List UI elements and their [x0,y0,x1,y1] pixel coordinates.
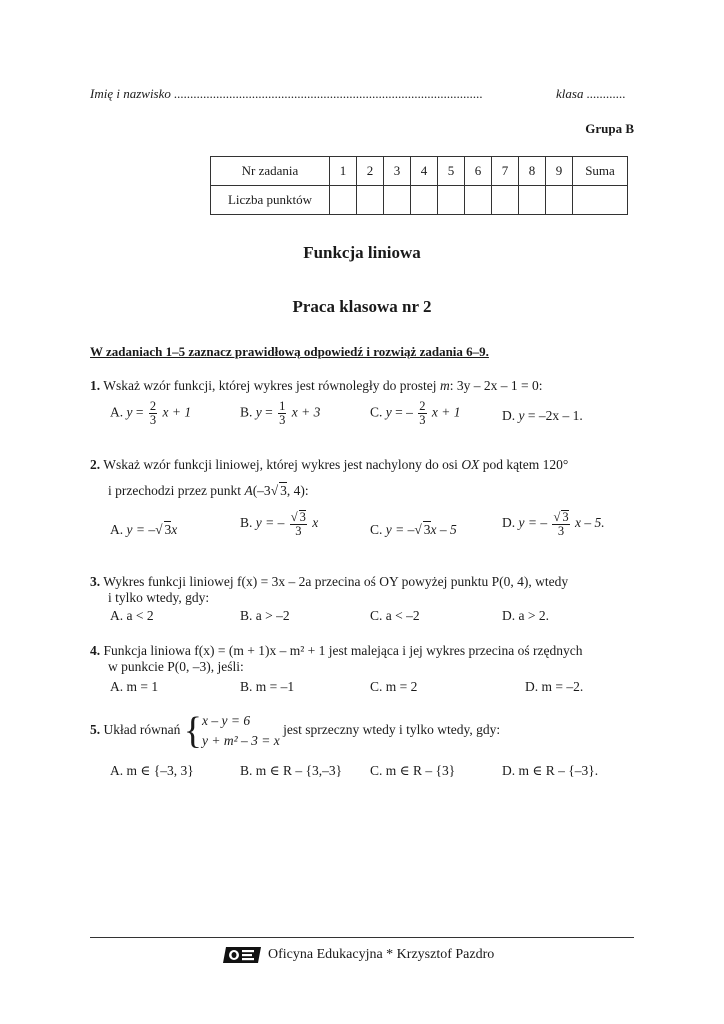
page-title: Funkcja liniowa [303,243,421,262]
fraction [290,510,307,538]
page-subtitle: Praca klasowa nr 2 [292,297,432,316]
class-dots: ............ [586,86,626,101]
answer-prefix: B. [240,515,253,531]
answer-5a[interactable]: A. m ∈ {–3, 3} [110,763,194,778]
fraction [149,400,157,427]
equation-system [184,711,280,751]
question-equation: 3y – 2x – 1 = 0: [456,378,543,393]
points-cell[interactable] [492,186,519,215]
answer-rest: x [171,522,178,537]
task-number-cell: 8 [519,157,546,186]
answer-prefix: A. [110,404,124,420]
name-dots: ............................................................................................... [174,86,483,101]
group-label: Grupa B [585,121,634,136]
question-text-cont: pod kątem 120° [482,457,569,472]
fraction-numerator [552,510,569,525]
question-number: 4. [90,643,101,658]
question-number: 1. [90,378,101,393]
question-2 [90,457,638,473]
answer-text: y = – [385,522,415,537]
sqrt-radicand: 3 [280,483,287,498]
sum-points-cell[interactable] [573,186,628,215]
answer-var: y [126,404,133,420]
answer-2a[interactable] [110,521,177,538]
answer-rest: x + 1 [162,404,192,420]
answer-eq: = [265,404,273,420]
points-label-cell: Liczba punktów [211,186,330,215]
sqrt-icon: √ [414,522,422,537]
brace-icon: { [183,710,202,752]
answer-3a[interactable]: A. a < 2 [110,608,154,623]
task-number-cell: 7 [492,157,519,186]
fraction [278,400,286,427]
answer-prefix: D. [502,515,516,531]
answer-2d[interactable] [502,510,605,538]
answer-4b[interactable]: B. m = –1 [240,679,295,694]
class-field [556,86,626,102]
question-text: i przechodzi przez punkt [108,483,242,498]
answer-prefix: C. [370,404,383,420]
question-text-cont: jest sprzeczny wtedy i tylko wtedy, gdy: [283,722,501,738]
answer-text: y = – [126,522,156,537]
answer-1c[interactable] [370,400,461,427]
fraction-denominator: 3 [419,413,426,427]
task-number-cell: 6 [465,157,492,186]
sqrt-radicand: 3 [423,522,431,537]
instruction: W zadaniach 1–5 zaznacz prawidłową odpowiedź i rozwiąż zadania 6–9. [90,344,489,359]
fraction [418,400,426,427]
answer-prefix: A. [110,522,124,537]
question-number: 3. [90,574,101,589]
points-cell[interactable] [411,186,438,215]
question-text: Wykres funkcji liniowej f(x) = 3x – 2a przecina oś OY powyżej punktu P(0, 4), wtedy [103,574,569,589]
footer-divider [90,937,634,938]
points-cell[interactable] [438,186,465,215]
sqrt-radicand: 3 [299,510,306,524]
answer-4a[interactable]: A. m = 1 [110,679,159,694]
score-table-header-row [211,157,628,186]
fraction-numerator: 2 [149,399,157,413]
answer-5c[interactable]: C. m ∈ R – {3} [370,763,456,778]
equation-2: y + m² – 3 = x [201,733,280,748]
score-table-points-row [211,186,628,215]
points-cell[interactable] [546,186,573,215]
question-3-line2: i tylko wtedy, gdy: [108,590,210,605]
answer-rest: x – 5. [574,515,605,531]
question-number: 5. [90,722,101,738]
point-close: , 4): [286,483,309,498]
points-cell[interactable] [465,186,492,215]
fraction-denominator: 3 [295,524,302,538]
answer-text: y = – [255,515,285,531]
question-4-line2: w punkcie P(0, –3), jeśli: [108,659,244,674]
question-var: m [439,378,450,393]
question-3 [90,574,638,590]
answer-rest: x + 1 [431,404,461,420]
task-number-cell: 2 [357,157,384,186]
task-number-cell: 9 [546,157,573,186]
points-cell[interactable] [357,186,384,215]
sum-label-cell: Suma [573,157,628,186]
sqrt-icon: √ [270,483,279,498]
fraction-numerator: 1 [279,399,286,413]
answer-var: y [255,404,262,420]
answer-rest: = –2x – 1. [527,408,583,423]
score-table [210,156,628,215]
sqrt-radicand: 3 [164,522,172,537]
sqrt-icon: √ [290,510,298,524]
sqrt-icon: √ [155,522,163,537]
sqrt-radicand: 3 [562,510,569,524]
answer-1a[interactable] [110,400,191,427]
points-cell[interactable] [519,186,546,215]
answer-prefix: C. [370,522,383,537]
points-cell[interactable] [330,186,357,215]
name-field [90,86,483,102]
answer-eq: = – [395,404,413,420]
answer-2c[interactable] [370,521,457,538]
fraction-numerator: 2 [419,399,426,413]
answer-prefix: D. [502,408,516,423]
question-point: A [244,483,253,498]
task-number-cell: 5 [438,157,465,186]
points-cell[interactable] [384,186,411,215]
question-text: Funkcja liniowa f(x) = (m + 1)x – m² + 1 jest malejąca i jej wykres przecina oś rzędnych [103,643,583,658]
answer-3b[interactable]: B. a > –2 [240,608,290,623]
answer-5d[interactable]: D. m ∈ R – {–3}. [502,763,599,778]
question-2-line2 [108,482,309,499]
fraction-denominator: 3 [149,413,157,427]
answer-prefix: B. [240,404,253,420]
class-label: klasa [556,86,584,101]
answer-3d[interactable]: D. a > 2. [502,608,549,623]
name-label: Imię i nazwisko [90,86,171,101]
sqrt-icon: √ [553,510,561,524]
fraction-denominator: 3 [279,413,286,427]
answer-var: y [518,408,525,423]
question-text: Wskaż wzór funkcji, której wykres jest równoległy do prostej [103,378,437,393]
question-1: 1. Wskaż wzór funkcji, której wykres jest równoległy do prostej m: 3y – 2x – 1 = 0: [90,378,543,393]
question-5 [90,711,638,751]
question-4 [90,643,638,659]
publisher-name: Oficyna Edukacyjna * Krzysztof Pazdro [268,947,495,962]
answer-text: y = – [518,515,548,531]
answer-rest: x [312,515,319,531]
fraction-denominator: 3 [557,524,565,538]
answer-rest: x – 5 [430,522,457,537]
oe-logo-icon [222,946,262,964]
task-label-cell: Nr zadania [211,157,330,186]
equation-lines [202,711,280,751]
task-number-cell: 3 [384,157,411,186]
task-number-cell: 1 [330,157,357,186]
answer-5b[interactable]: B. m ∈ R – {3,–3} [240,763,343,778]
answer-2b[interactable] [240,510,318,538]
answer-rest: x + 3 [291,404,321,420]
task-number-cell: 4 [411,157,438,186]
question-text: Wskaż wzór funkcji liniowej, której wykres jest nachylony do osi [103,457,458,472]
question-axis: OX [461,457,480,472]
fraction-numerator [290,510,307,525]
answer-var: y [385,404,392,420]
answer-4c[interactable]: C. m = 2 [370,679,418,694]
answer-1d[interactable] [502,408,583,424]
question-number: 2. [90,457,101,472]
point-open: (–3 [252,483,271,498]
answer-3c[interactable]: C. a < –2 [370,608,420,623]
question-text: Układ równań [103,722,181,738]
answer-eq: = [135,404,144,420]
answer-4d[interactable]: D. m = –2. [525,679,584,694]
fraction [552,510,569,538]
equation-1: x – y = 6 [201,713,251,728]
answer-1b[interactable] [240,400,320,427]
